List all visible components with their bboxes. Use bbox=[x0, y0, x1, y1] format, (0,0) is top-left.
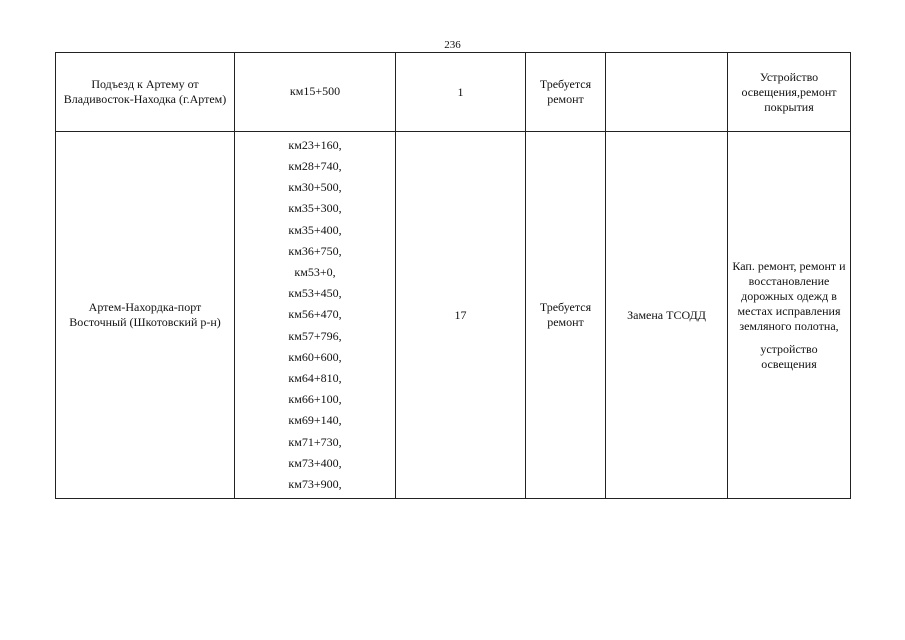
measure-cell bbox=[606, 132, 728, 499]
km-item: км53+0, bbox=[294, 264, 336, 279]
notes-line: устройство освещения bbox=[760, 341, 818, 371]
km-item: км56+470, bbox=[288, 307, 342, 322]
km-item: км15+500 bbox=[289, 84, 341, 99]
road-name-cell bbox=[56, 132, 235, 499]
km-list bbox=[239, 135, 391, 495]
measure-cell bbox=[606, 53, 728, 132]
road-name-cell bbox=[56, 53, 235, 132]
count-cell bbox=[396, 132, 526, 499]
table-row bbox=[56, 53, 851, 132]
notes-cell bbox=[728, 132, 851, 499]
km-list bbox=[239, 81, 391, 102]
status-text: Требуется ремонт bbox=[539, 300, 592, 329]
table-row bbox=[56, 132, 851, 499]
km-item: км73+400, bbox=[288, 455, 342, 470]
km-item: км66+100, bbox=[288, 392, 342, 407]
status-text: Требуется ремонт bbox=[539, 77, 592, 106]
km-item: км69+140, bbox=[288, 413, 342, 428]
measure-text: Замена ТСОДД bbox=[627, 307, 706, 322]
km-item: км36+750, bbox=[288, 243, 342, 258]
km-item: км53+450, bbox=[288, 286, 342, 301]
notes-text bbox=[732, 259, 846, 372]
status-cell bbox=[526, 132, 606, 499]
km-item: км23+160, bbox=[288, 137, 342, 152]
km-item: км73+900, bbox=[288, 477, 342, 492]
count-value: 1 bbox=[457, 84, 464, 99]
road-name: Подъезд к Артему от Владивосток-Находка (г.Артем) bbox=[63, 77, 227, 106]
km-item: км57+796, bbox=[288, 328, 342, 343]
km-item: км35+400, bbox=[288, 222, 342, 237]
road-name: Артем-Нахордка-порт Восточный (Шкотовский р-н) bbox=[69, 300, 221, 329]
notes-line: Устройство освещения,ремонт покрытия bbox=[741, 69, 837, 114]
notes-cell bbox=[728, 53, 851, 132]
km-item: км71+730, bbox=[288, 434, 342, 449]
km-item: км60+600, bbox=[288, 349, 342, 364]
km-item: км28+740, bbox=[288, 158, 342, 173]
page-number: 236 bbox=[444, 39, 461, 51]
notes-line: Кап. ремонт, ремонт и восстановление дорожных одежд в местах исправления земляного полотна, bbox=[732, 258, 846, 333]
km-item: км64+810, bbox=[288, 371, 342, 385]
roads-table bbox=[55, 52, 851, 499]
km-item: км35+300, bbox=[288, 201, 342, 216]
km-item: км30+500, bbox=[288, 180, 342, 195]
km-cell bbox=[235, 53, 396, 132]
notes-text bbox=[732, 70, 846, 115]
status-cell bbox=[526, 53, 606, 132]
km-cell bbox=[235, 132, 396, 499]
count-value: 17 bbox=[454, 307, 467, 322]
count-cell bbox=[396, 53, 526, 132]
